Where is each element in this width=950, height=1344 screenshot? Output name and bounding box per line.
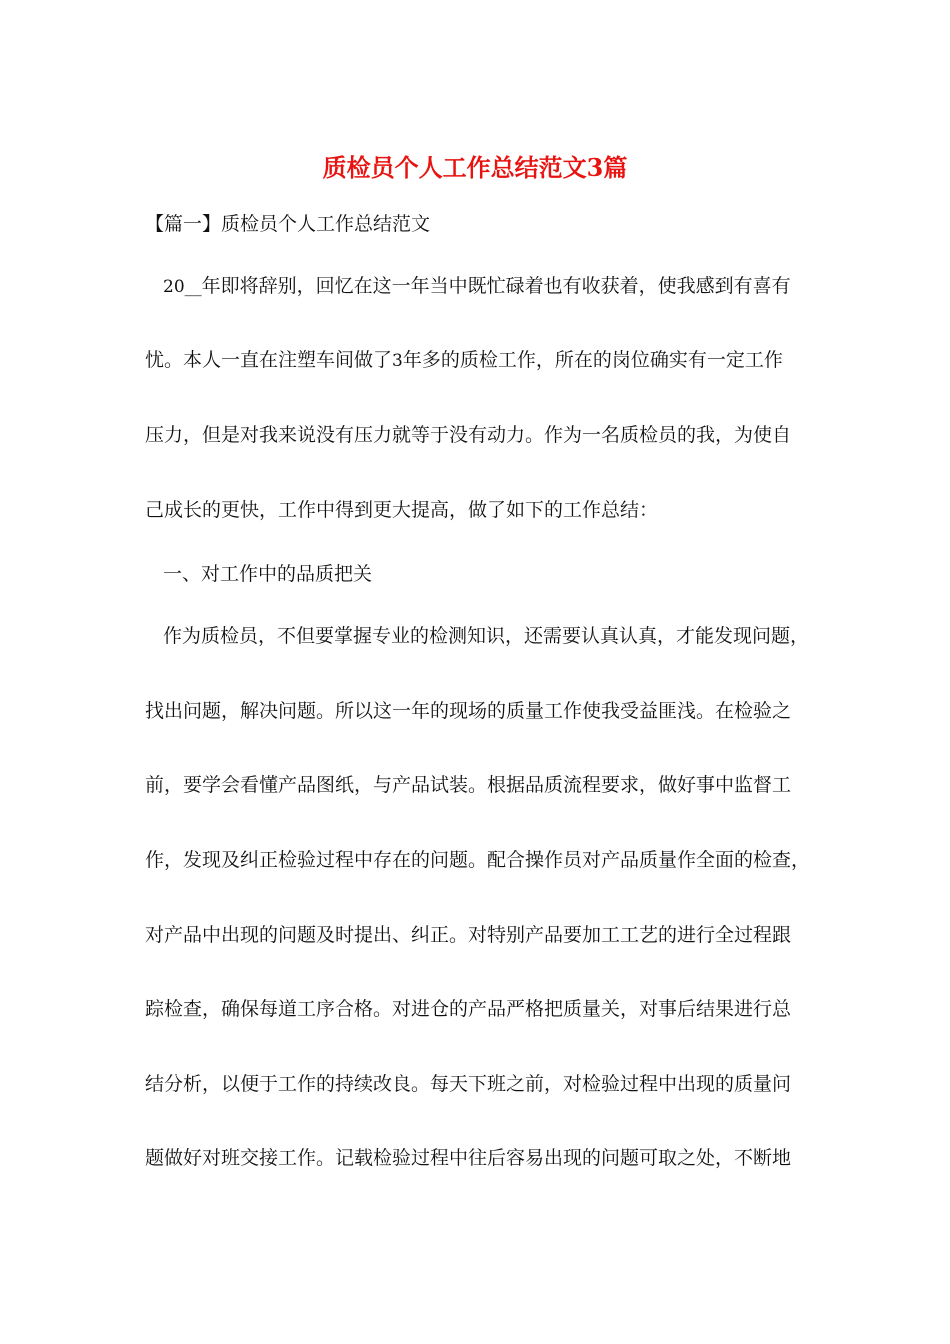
document-title: 质检员个人工作总结范文3篇 xyxy=(322,153,628,182)
paragraph-line: 题做好对班交接工作。记载检验过程中往后容易出现的问题可取之处，不断地 xyxy=(145,1147,792,1169)
year-prefix: 20 xyxy=(163,277,185,297)
paragraph-line: 踪检查，确保每道工序合格。对进仓的产品严格把质量关，对事后结果进行总 xyxy=(145,998,792,1020)
section-heading: 【篇一】质检员个人工作总结范文 xyxy=(145,213,431,235)
paragraph-line: 前，要学会看懂产品图纸，与产品试装。根据品质流程要求，做好事中监督工 xyxy=(145,774,792,796)
subheading: 一、对工作中的品质把关 xyxy=(163,563,373,585)
paragraph-line: 己成长的更快，工作中得到更大提高，做了如下的工作总结： xyxy=(145,499,659,521)
paragraph-line: 找出问题，解决问题。所以这一年的现场的质量工作使我受益匪浅。在检验之 xyxy=(145,700,792,722)
year-blank: __ xyxy=(184,277,202,297)
paragraph-line xyxy=(145,346,815,375)
paragraph-line xyxy=(163,272,833,301)
paragraph-line: 作为质检员，不但要掌握专业的检测知识，还需要认真认真，才能发现问题， xyxy=(163,625,810,647)
line-text: 年即将辞别，回忆在这一年当中既忙碌着也有收获着，使我感到有喜有 xyxy=(201,275,791,297)
line-text: 忧。本人一直在注塑车间做了 xyxy=(145,349,393,371)
paragraph-line: 结分析，以便于工作的持续改良。每天下班之前，对检验过程中出现的质量问 xyxy=(145,1073,792,1095)
paragraph-line: 对产品中出现的问题及时提出、纠正。对特别产品要加工工艺的进行全过程跟 xyxy=(145,924,792,946)
years-number: 3 xyxy=(392,351,403,371)
paragraph-line: 压力，但是对我来说没有压力就等于没有动力。作为一名质检员的我，为使自 xyxy=(145,424,792,446)
paragraph-line: 作，发现及纠正检验过程中存在的问题。配合操作员对产品质量作全面的检查， xyxy=(145,849,811,871)
line-text: 年多的质检工作，所在的岗位确实有一定工作 xyxy=(402,349,783,371)
